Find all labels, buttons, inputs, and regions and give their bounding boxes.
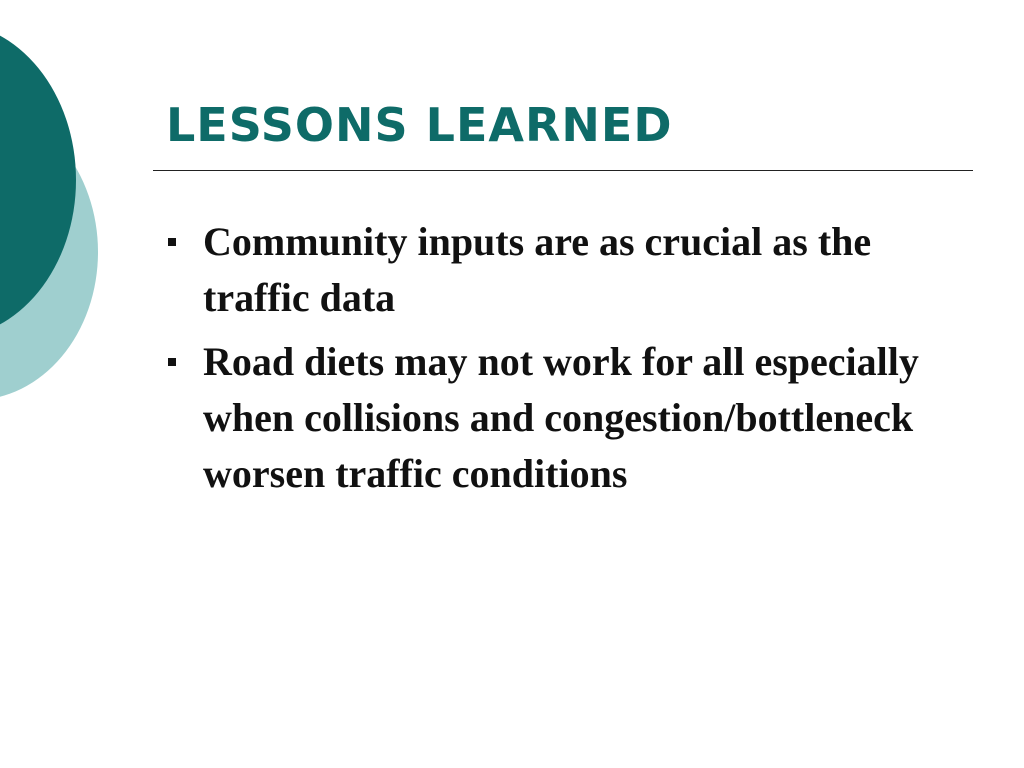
title-divider xyxy=(153,170,973,171)
bullet-item xyxy=(160,214,960,326)
bullet-text: Road diets may not work for all especially when collisions and congestion/bottleneck worsen traffic conditions xyxy=(203,339,919,496)
square-bullet-icon xyxy=(168,238,176,246)
slide-title: LESSONS LEARNED xyxy=(166,98,673,152)
square-bullet-icon xyxy=(168,358,176,366)
bullet-item xyxy=(160,334,960,502)
bullet-text: Community inputs are as crucial as the traffic data xyxy=(203,219,872,320)
bullet-list xyxy=(160,214,960,510)
